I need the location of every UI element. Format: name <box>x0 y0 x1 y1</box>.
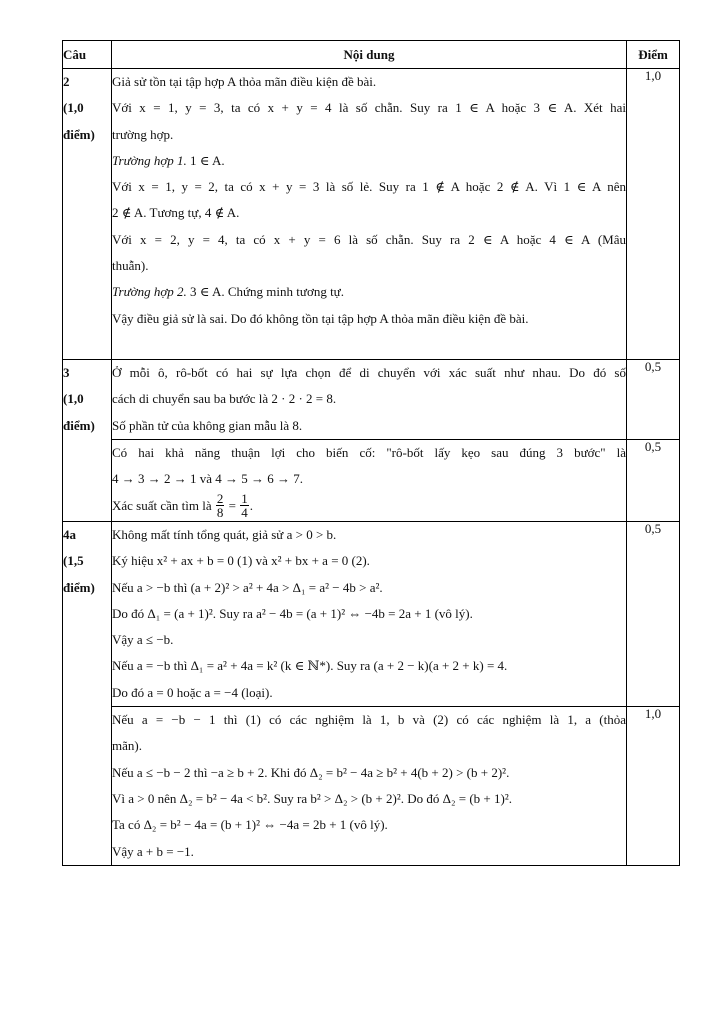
case-label: Trường hợp 1. <box>112 152 187 168</box>
row-question-4a-1 <box>63 522 680 707</box>
content-line: Số phần tử của không gian mẫu là 8. <box>112 417 303 433</box>
fraction-one-quarter <box>240 492 249 519</box>
score-cell-4a-1: 0,5 <box>627 522 680 707</box>
content-line: Nếu a ≤ −b − 2 thì −a ≥ b + 2. Khi đó Δ₂ = b² − 4a ≥ b² + 4(b + 2) > (b + 2)². <box>112 764 510 780</box>
grading-table <box>62 40 680 866</box>
question-points: (1,0 <box>63 391 84 407</box>
case-label: Trường hợp 2. <box>112 284 187 300</box>
row-question-2 <box>63 69 680 360</box>
content-line: cách di chuyển sau ba bước là 2 · 2 · 2 = 8. <box>112 391 337 407</box>
score-cell-3a: 0,5 <box>627 360 680 440</box>
fraction-denominator: 8 <box>216 505 224 521</box>
cau-cell-3 <box>63 360 112 522</box>
question-points: (1,5 <box>63 553 84 569</box>
question-number: 3 <box>63 365 70 380</box>
content-cell-4a-2 <box>112 707 627 866</box>
content-line: Với x = 2, y = 4, ta có x + y = 6 là số chẵn. Suy ra 2 ∈ A hoặc 4 ∈ A (Mâu <box>112 231 626 247</box>
score-cell-4a-2: 1,0 <box>627 707 680 866</box>
content-cell-3a <box>112 360 627 440</box>
content-line: Với x = 1, y = 3, ta có x + y = 4 là số chẵn. Suy ra 1 ∈ A hoặc 3 ∈ A. Xét hai <box>112 100 626 116</box>
case-text: 3 ∈ A. Chứng minh tương tự. <box>190 284 344 300</box>
score-cell-2: 1,0 <box>627 69 680 360</box>
content-line: Ký hiệu x² + ax + b = 0 (1) và x² + bx + a = 0 (2). <box>112 553 370 569</box>
content-line: Với x = 1, y = 2, ta có x + y = 3 là số lẻ. Suy ra 1 ∉ A hoặc 2 ∉ A. Vì 1 ∈ A nên <box>112 179 626 195</box>
period: . <box>249 497 253 513</box>
cau-cell-2 <box>63 69 112 360</box>
question-points-unit: điểm) <box>63 417 95 433</box>
content-line: Có hai khả năng thuận lợi cho biến cố: "rô-bốt lấy kẹo sau đúng 3 bước" là <box>112 445 626 460</box>
content-line: Vậy điều giả sử là sai. Do đó không tồn tại tập hợp A thỏa mãn điều kiện đề bài. <box>112 310 529 326</box>
content-line: Vậy a ≤ −b. <box>112 632 174 648</box>
fraction-numerator: 1 <box>241 491 248 507</box>
header-diem: Điểm <box>627 41 680 69</box>
row-question-4a-2 <box>63 707 680 866</box>
score-cell-3b: 0,5 <box>627 440 680 522</box>
content-line: 4 → 3 → 2 → 1 và 4 → 5 → 6 → 7. <box>112 471 304 487</box>
content-line: Không mất tính tổng quát, giả sử a > 0 > b. <box>112 527 337 542</box>
question-number: 4a <box>63 527 76 542</box>
header-cau: Câu <box>63 41 112 69</box>
content-line: mãn). <box>112 738 142 754</box>
content-line: Vì a > 0 nên Δ₂ = b² − 4a < b². Suy ra b² > Δ₂ > (b + 2)². Do đó Δ₂ = (b + 1)². <box>112 790 512 806</box>
content-line: Nếu a > −b thì (a + 2)² > a² + 4a > Δ₁ = a² − 4b > a². <box>112 579 383 595</box>
cau-cell-4a <box>63 522 112 866</box>
content-line: Nếu a = −b thì Δ₁ = a² + 4a = k² (k ∈ ℕ*). Suy ra (a + 2 − k)(a + 2 + k) = 4. <box>112 658 508 674</box>
content-line: trường hợp. <box>112 126 174 142</box>
content-line: Vậy a + b = −1. <box>112 843 194 859</box>
probability-prefix: Xác suất cần tìm là <box>112 497 212 513</box>
content-line: Ta có Δ₂ = b² − 4a = (b + 1)² ⇔ −4a = 2b + 1 (vô lý). <box>112 817 388 833</box>
content-line <box>112 279 626 305</box>
row-question-3b <box>63 440 680 522</box>
question-points-unit: điểm) <box>63 126 95 142</box>
row-question-3a <box>63 360 680 440</box>
content-cell-4a-1 <box>112 522 627 707</box>
case-text: 1 ∈ A. <box>190 152 225 168</box>
header-noi-dung: Nội dung <box>112 41 627 69</box>
content-line: Nếu a = −b − 1 thì (1) có các nghiệm là 1, b và (2) có các nghiệm là 1, a (thỏa <box>112 712 626 728</box>
content-cell-3b <box>112 440 627 522</box>
content-cell-2 <box>112 69 627 360</box>
fraction-numerator: 2 <box>216 491 224 507</box>
content-line: Ở mỗi ô, rô-bốt có hai sự lựa chọn để di chuyển với xác suất như nhau. Do đó số <box>112 365 626 380</box>
header-row <box>63 41 680 69</box>
content-line: Do đó Δ₁ = (a + 1)². Suy ra a² − 4b = (a + 1)² ⇔ −4b = 2a + 1 (vô lý). <box>112 605 473 621</box>
question-points-unit: điểm) <box>63 579 95 595</box>
probability-line <box>112 493 626 521</box>
equals-sign: = <box>228 497 236 513</box>
content-line: Do đó a = 0 hoặc a = −4 (loại). <box>112 684 273 700</box>
content-line <box>112 148 626 174</box>
content-line: thuẫn). <box>112 258 149 274</box>
question-points: (1,0 <box>63 100 84 116</box>
fraction-two-eighths <box>216 492 225 519</box>
content-line: Giả sử tồn tại tập hợp A thỏa mãn điều kiện đề bài. <box>112 74 377 89</box>
question-number: 2 <box>63 74 70 89</box>
content-line: 2 ∉ A. Tương tự, 4 ∉ A. <box>112 205 240 221</box>
fraction-denominator: 4 <box>241 505 248 521</box>
